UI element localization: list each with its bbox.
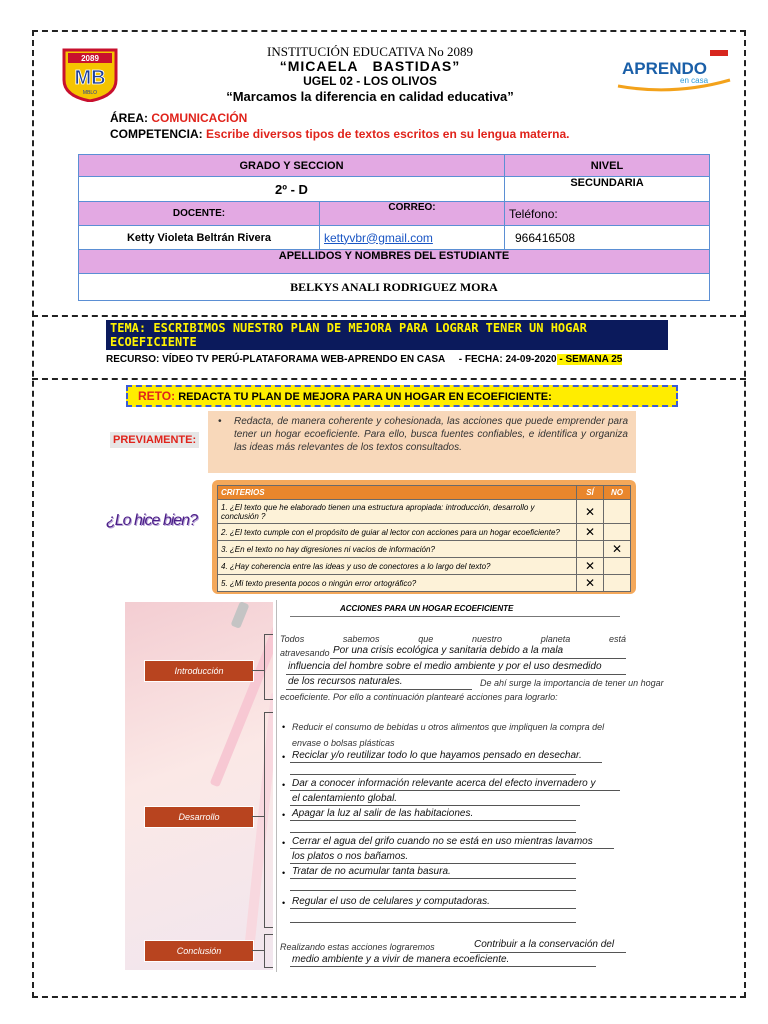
answer-line: [290, 878, 576, 879]
estudiante-header: APELLIDOS Y NOMBRES DEL ESTUDIANTE: [79, 250, 710, 274]
answer-line: [290, 848, 614, 849]
answer-bullet-2: Reciclar y/o reutilizar todo lo que hayamos pensado en desechar.: [292, 750, 582, 761]
doc-title: ACCIONES PARA UN HOGAR ECOEFICIENTE: [340, 604, 514, 613]
intro-word: Todos: [280, 634, 305, 644]
criterio-no: [604, 524, 631, 541]
info-table: [78, 154, 710, 301]
answer-line: [290, 832, 576, 833]
criterio-text: 1. ¿El texto que he elaborado tienen una estructura apropiada: introducción, desarrollo y conclusión ?: [218, 500, 577, 524]
institution-name: INSTITUCIÓN EDUCATIVA No 2089: [267, 44, 473, 59]
criterio-text: 4. ¿Hay coherencia entre las ideas y uso de conectores a lo largo del texto?: [218, 558, 577, 575]
conclusion-text: Realizando estas acciones lograremos: [280, 942, 435, 952]
answer-bullet-4: Apagar la luz al salir de las habitaciones.: [292, 808, 474, 819]
divider-line: [32, 378, 746, 380]
answer-line: [286, 674, 626, 675]
doc-divider: [276, 600, 277, 972]
bullet-1a: Reducir el consumo de bebidas u otros alimentos que impliquen la compra del: [292, 722, 605, 732]
previamente-box: [208, 411, 636, 473]
criterios-table-wrap: [212, 480, 636, 594]
answer-bullet-3b: el calentamiento global.: [292, 793, 398, 804]
bracket-line: [252, 950, 264, 951]
divider-line: [32, 315, 746, 317]
reto-text: REDACTA TU PLAN DE MEJORA PARA UN HOGAR EN ECOEFICIENTE:: [178, 391, 552, 403]
intro-word: planeta: [540, 634, 571, 644]
answer-line: [290, 922, 576, 923]
logo-letters: MB: [74, 67, 106, 89]
criterio-text: 5. ¿Mi texto presenta pocos o ningún error ortográfico?: [218, 575, 577, 592]
criterios-table: [217, 485, 631, 592]
tema-banner: TEMA: ESCRIBIMOS NUESTRO PLAN DE MEJORA PARA LOGRAR TENER UN HOGAR ECOEFICIENTE: [106, 320, 668, 350]
school-name: “MICAELA BASTIDAS”: [279, 58, 461, 74]
answer-line: [290, 890, 576, 891]
criterio-row: [218, 558, 631, 575]
bullet-icon: •: [282, 898, 286, 908]
answer-line: [290, 820, 576, 821]
criterio-si: ✕: [577, 575, 604, 592]
criterio-no: [604, 575, 631, 592]
criterio-text: 3. ¿En el texto no hay digresiones ni vacíos de información?: [218, 541, 577, 558]
area-value: COMUNICACIÓN: [151, 111, 248, 125]
correo-link[interactable]: kettyvbr@gmail.com: [320, 226, 505, 250]
criterio-text: 2. ¿El texto cumple con el propósito de guiar al lector con acciones para un hogar ecoeficiente?: [218, 524, 577, 541]
bullet-icon: •: [282, 838, 286, 848]
competencia-value: Escribe diversos tipos de textos escritos en su lengua materna.: [206, 127, 570, 141]
answer-bullet-7: Regular el uso de celulares y computadoras.: [292, 896, 490, 907]
bracket-brace: [264, 712, 273, 928]
docente-header: DOCENTE:: [79, 202, 320, 226]
answer-line: [290, 966, 596, 967]
answer-line: [286, 689, 472, 690]
doc-title-underline: [290, 616, 620, 617]
introduccion-label: Introducción: [144, 660, 254, 682]
reto-box: [126, 385, 678, 407]
semana-badge: - SEMANA 25: [556, 354, 623, 365]
docente-value: Ketty Violeta Beltrán Rivera: [79, 226, 320, 250]
logo-number: 2089: [81, 54, 99, 63]
answer-line: [290, 805, 580, 806]
ugel-label: UGEL 02 - LOS OLIVOS: [303, 74, 437, 88]
school-slogan: “Marcamos la diferencia en calidad educativa”: [226, 89, 514, 104]
grado-value: 2º - D: [79, 177, 505, 202]
grado-header: GRADO Y SECCION: [79, 155, 505, 177]
bullet-icon: •: [282, 868, 286, 878]
criterio-row: [218, 524, 631, 541]
criterio-row: [218, 575, 631, 592]
bracket-line: [252, 816, 264, 817]
bullet-icon: •: [282, 810, 286, 820]
answer-bullet-5b: los platos o nos bañamos.: [292, 851, 409, 862]
intro-line-5: ecoeficiente. Por ello a continuación plantearé acciones para lograrlo:: [280, 692, 558, 702]
answer-intro-1: Por una crisis ecológica y sanitaria debido a la mala: [333, 645, 564, 656]
nivel-header: NIVEL: [505, 155, 710, 177]
intro-word: que: [418, 634, 434, 644]
previamente-label: PREVIAMENTE:: [110, 432, 199, 448]
logo-aprendo: APRENDO: [622, 59, 708, 78]
area-line: [110, 111, 247, 125]
reto-label: RETO:: [138, 389, 176, 403]
area-label: ÁREA:: [110, 111, 148, 125]
criterios-header: CRITERIOS: [218, 486, 577, 500]
criterio-si: ✕: [577, 524, 604, 541]
telefono-header: Teléfono:: [505, 202, 710, 226]
correo-header: CORREO:: [320, 202, 505, 226]
answer-line: [290, 790, 620, 791]
bullet-1b: envase o bolsas plásticas: [292, 738, 395, 748]
pencil-tip-icon: [230, 602, 249, 629]
criterio-no: ✕: [604, 541, 631, 558]
criterio-row: [218, 541, 631, 558]
desarrollo-label: Desarrollo: [144, 806, 254, 828]
no-header: NO: [604, 486, 631, 500]
telefono-value: 966416508: [505, 226, 710, 250]
answer-bullet-6: Tratar de no acumular tanta basura.: [292, 866, 451, 877]
competencia-line: [110, 127, 569, 141]
previamente-text: Redacta, de manera coherente y cohesionada, las acciones que puede emprender para tener un hogar ecoeficiente. Para ello, busca fuentes confiables, e identifica y organiza las ideas más relevantes de los textos consultados.: [234, 416, 628, 453]
answer-line: [290, 908, 576, 909]
answer-line: [470, 952, 626, 953]
answer-line: [330, 658, 626, 659]
decorative-pencil-image: [125, 602, 273, 970]
criterio-si: ✕: [577, 558, 604, 575]
criterio-si: ✕: [577, 500, 604, 524]
answer-bullet-5a: Cerrar el agua del grifo cuando no se está en uso mientras lavamos: [292, 836, 593, 847]
school-logo: [58, 44, 122, 102]
answer-bullet-3a: Dar a conocer información relevante acerca del efecto invernadero y: [292, 778, 596, 789]
intro-atravesando: atravesando: [280, 648, 330, 658]
answer-conclusion-1: Contribuir a la conservación del: [474, 939, 615, 950]
aprendo-en-casa-logo: [614, 50, 734, 92]
bracket-brace: [264, 934, 273, 968]
intro-word: sabemos: [342, 634, 380, 644]
nivel-value: SECUNDARIA: [505, 177, 710, 202]
logo-sub: MBLO: [82, 90, 98, 96]
hice-bien-label: ¿Lo hice bien?: [106, 512, 197, 529]
conclusion-label: Conclusión: [144, 940, 254, 962]
criterio-si: [577, 541, 604, 558]
bracket-brace: [264, 634, 273, 700]
answer-intro-2: influencia del hombre sobre el medio ambiente y por el uso desmedido: [288, 661, 602, 672]
criterio-no: [604, 500, 631, 524]
bullet-icon: •: [282, 722, 286, 732]
bullet-icon: •: [282, 752, 286, 762]
logo-en-casa: en casa: [680, 76, 709, 85]
intro-word: nuestro: [471, 634, 502, 644]
answer-intro-3: de los recursos naturales.: [288, 676, 403, 687]
answer-line: [290, 774, 576, 775]
si-header: SÍ: [577, 486, 604, 500]
bracket-line: [252, 670, 264, 671]
intro-word: está: [608, 634, 626, 644]
intro-line-4: De ahí surge la importancia de tener un hogar: [480, 678, 664, 688]
answer-line: [290, 863, 576, 864]
page-header: [150, 44, 590, 104]
answer-conclusion-2: medio ambiente y a vivir de manera ecoeficiente.: [292, 954, 510, 965]
estudiante-value: BELKYS ANALI RODRIGUEZ MORA: [79, 274, 710, 301]
competencia-label: COMPETENCIA:: [110, 127, 203, 141]
criterio-row: [218, 500, 631, 524]
intro-line-1: [280, 634, 626, 644]
bullet-icon: •: [282, 780, 286, 790]
recurso-line: [106, 354, 622, 365]
answer-line: [290, 762, 602, 763]
bullet-icon: •: [218, 416, 222, 427]
recurso-text: RECURSO: VÍDEO TV PERÚ-PLATAFORAMA WEB-APRENDO EN CASA - FECHA: 24-09-2020: [106, 354, 557, 365]
criterio-no: [604, 558, 631, 575]
